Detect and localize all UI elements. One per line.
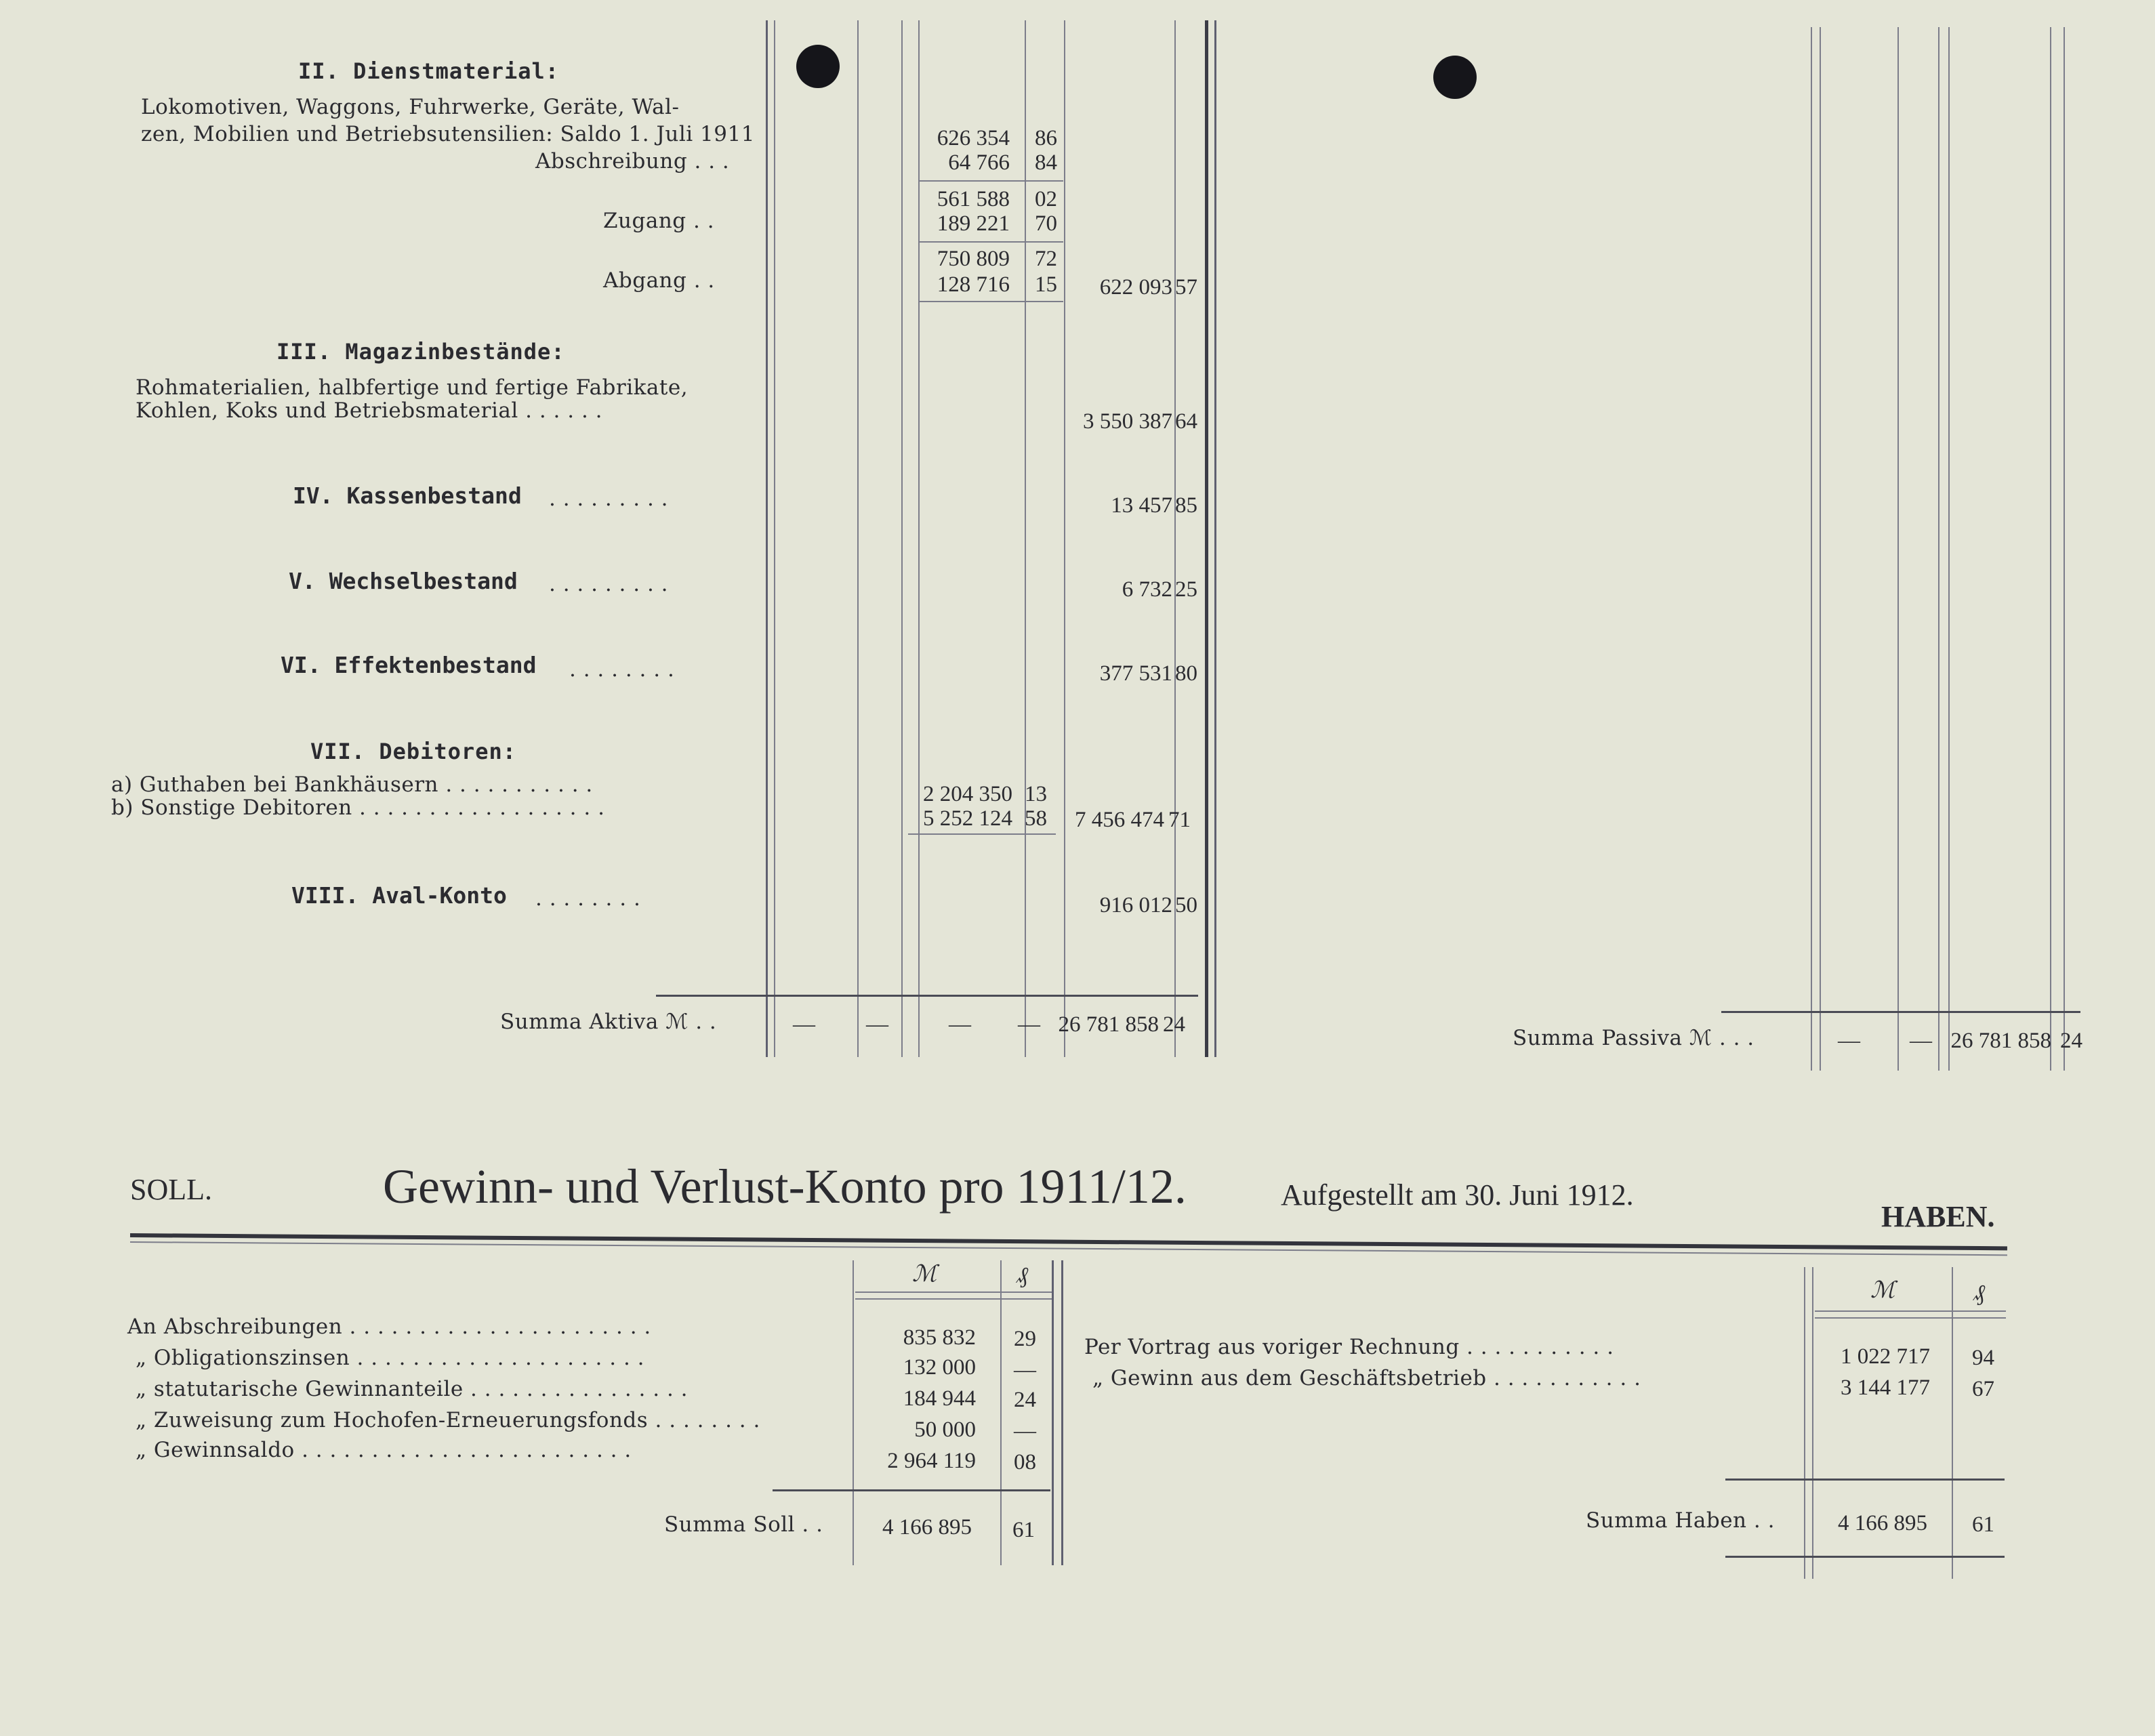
haben-summa-pf: 61: [1972, 1512, 1994, 1537]
vii-a-label: a) Guthaben bei Bankhäusern . . . . . . . . . . .: [111, 772, 593, 797]
soll-row-pf: —: [1014, 1419, 1036, 1443]
v-dots: . . . . . . . . .: [549, 572, 669, 596]
soll-row-mark: 132 000: [903, 1355, 976, 1380]
haben-row-pf: 94: [1972, 1346, 1994, 1370]
ii-saldo-pf: 86: [1035, 126, 1057, 150]
soll-summa-label: Summa Soll . .: [664, 1512, 823, 1537]
vii-b-mark: 5 252 124: [923, 806, 1012, 831]
passiva-rule: [1897, 27, 1899, 1071]
vii-a-mark: 2 204 350: [923, 782, 1012, 806]
ii-saldo-mark: 626 354: [937, 126, 1010, 150]
aktiva-rule: [774, 20, 775, 1057]
soll-rule: [853, 1260, 854, 1396]
section-title-iv: IV. Kassenbestand: [293, 482, 522, 509]
soll-currency-pf: ₰: [1017, 1262, 1028, 1289]
soll-row-label: „ statutarische Gewinnanteile . . . . . . . . . . . . . . . .: [136, 1377, 689, 1401]
soll-summa-pf: 61: [1012, 1518, 1035, 1542]
iii-desc-line1: Rohmaterialien, halbfertige und fertige Fabrikate,: [136, 375, 689, 400]
aktiva-summa-pf: 24: [1163, 1012, 1185, 1037]
section-title-iii: III. Magazinbestände:: [276, 339, 565, 365]
vii-b-pf: 58: [1025, 806, 1047, 831]
passiva-rule: [1938, 27, 1940, 1071]
viii-total-pf: 50: [1175, 893, 1197, 917]
iv-total-pf: 85: [1175, 493, 1197, 518]
ii-abgang-label: Abgang . .: [603, 268, 715, 293]
ii-zugang-pf: 70: [1035, 211, 1057, 236]
soll-row-pf: —: [1014, 1358, 1036, 1382]
haben-header-rule: [1815, 1317, 2006, 1319]
passiva-dash: —: [1838, 1029, 1860, 1053]
soll-label: SOLL.: [130, 1173, 212, 1206]
guv-subtitle: Aufgestellt am 30. Juni 1912.: [1281, 1178, 1634, 1212]
haben-row-mark: 1 022 717: [1841, 1344, 1930, 1369]
soll-row-pf: 08: [1014, 1450, 1036, 1474]
soll-currency-mark: ℳ: [912, 1260, 937, 1287]
soll-rule: [1052, 1260, 1054, 1565]
ii-desc-line1: Lokomotiven, Waggons, Fuhrwerke, Geräte, Wal-: [141, 95, 680, 119]
haben-row-label: Per Vortrag aus voriger Rechnung . . . . . . . . . . .: [1084, 1335, 1614, 1359]
soll-summa-mark: 4 166 895: [882, 1515, 972, 1539]
ii-abschreibung-label: Abschreibung . . .: [535, 149, 730, 173]
soll-row-label: „ Zuweisung zum Hochofen-Erneuerungsfonds . . . . . . . .: [136, 1408, 760, 1432]
passiva-rule: [2050, 27, 2051, 1071]
haben-rule: [1804, 1267, 1805, 1579]
soll-rule: [1061, 1260, 1063, 1565]
vii-a-pf: 13: [1025, 782, 1047, 806]
haben-rule: [1812, 1267, 1813, 1579]
iii-total-pf: 64: [1175, 409, 1197, 434]
ii-subtotal-rule: [920, 301, 1063, 302]
aktiva-rule: [1214, 20, 1216, 1057]
ii-abschreibung-pf: 84: [1035, 150, 1057, 175]
ii-abschreibung-mark: 64 766: [948, 150, 1010, 175]
aktiva-summa-rule: [656, 995, 1198, 997]
soll-rule: [853, 1396, 854, 1565]
aktiva-rule: [857, 20, 859, 1057]
section-title-vi: VI. Effektenbestand: [281, 652, 537, 678]
vii-b-label: b) Sonstige Debitoren . . . . . . . . . . . . . . . . . .: [111, 795, 605, 820]
soll-row-mark: 184 944: [903, 1386, 976, 1411]
iv-total-mark: 13 457: [1111, 493, 1172, 518]
aktiva-dash: —: [866, 1012, 888, 1037]
haben-summa-rule: [1725, 1556, 2005, 1558]
ii-desc-line2: zen, Mobilien und Betriebsutensilien: Saldo 1. Juli 1911: [141, 122, 755, 146]
passiva-summa-rule: [1721, 1011, 2080, 1013]
binder-hole-right: [1433, 56, 1477, 99]
iii-total-mark: 3 550 387: [1083, 409, 1172, 434]
soll-row-label: „ Obligationszinsen . . . . . . . . . . . . . . . . . . . . .: [136, 1346, 645, 1370]
binder-hole-left: [796, 45, 840, 88]
passiva-summa-label: Summa Passiva ℳ . . .: [1513, 1026, 1754, 1050]
vi-dots: . . . . . . . .: [569, 657, 675, 682]
haben-rule: [1952, 1267, 1953, 1579]
passiva-summa-mark: 26 781 858: [1950, 1029, 2051, 1053]
viii-total-mark: 916 012: [1099, 893, 1172, 917]
ii-total-pf: 57: [1175, 275, 1197, 299]
v-total-mark: 6 732: [1122, 577, 1172, 602]
aktiva-rule: [1025, 20, 1026, 1057]
vii-total-mark: 7 456 474: [1075, 808, 1164, 832]
haben-label: HABEN.: [1881, 1200, 1995, 1233]
soll-row-label: An Abschreibungen . . . . . . . . . . . . . . . . . . . . . .: [127, 1315, 651, 1339]
aktiva-rule: [1205, 20, 1208, 1057]
section-title-vii: VII. Debitoren:: [310, 739, 516, 764]
haben-row-mark: 3 144 177: [1841, 1376, 1930, 1400]
passiva-rule: [1811, 27, 1812, 1071]
section-title-v: V. Wechselbestand: [289, 568, 518, 594]
vi-total-mark: 377 531: [1099, 661, 1172, 686]
ii-subtotal-rule: [920, 180, 1063, 182]
aktiva-summa-mark: 26 781 858: [1058, 1012, 1159, 1037]
soll-rule: [1000, 1260, 1002, 1565]
haben-row-pf: 67: [1972, 1377, 1994, 1401]
soll-header-rule: [855, 1298, 1052, 1300]
aktiva-rule: [766, 20, 768, 1057]
haben-currency-pf: ₰: [1973, 1279, 1985, 1306]
section-title-viii: VIII. Aval-Konto: [291, 882, 507, 909]
vii-total-pf: 71: [1168, 808, 1191, 832]
soll-row-label: „ Gewinnsaldo . . . . . . . . . . . . . . . . . . . . . . . .: [136, 1438, 632, 1462]
soll-header-rule: [855, 1291, 1052, 1293]
aktiva-dash: —: [1018, 1012, 1040, 1037]
guv-title: Gewinn- und Verlust-Konto pro 1911/12.: [383, 1159, 1187, 1214]
haben-currency-mark: ℳ: [1870, 1277, 1895, 1304]
passiva-rule: [2064, 27, 2065, 1071]
haben-summa-mark: 4 166 895: [1838, 1511, 1927, 1535]
soll-row-pf: 29: [1014, 1327, 1036, 1351]
passiva-rule: [1948, 27, 1950, 1071]
soll-row-pf: 24: [1014, 1388, 1036, 1412]
aktiva-dash: —: [793, 1012, 815, 1037]
haben-row-label: „ Gewinn aus dem Geschäftsbetrieb . . . . . . . . . . .: [1092, 1366, 1641, 1390]
aktiva-rule: [918, 20, 920, 1057]
soll-row-mark: 2 964 119: [887, 1449, 976, 1473]
section-title-ii: II. Dienstmaterial:: [298, 58, 560, 84]
ii-zugang-label: Zugang . .: [603, 209, 715, 233]
iv-dots: . . . . . . . . .: [549, 487, 669, 511]
passiva-summa-pf: 24: [2060, 1029, 2082, 1053]
soll-row-mark: 50 000: [914, 1418, 976, 1442]
soll-row-mark: 835 832: [903, 1325, 976, 1350]
ii-sub1-pf: 02: [1035, 187, 1057, 211]
ii-subtotal-rule: [920, 241, 1063, 243]
v-total-pf: 25: [1175, 577, 1197, 602]
ii-abgang-pf: 15: [1035, 272, 1057, 297]
ii-sub2-mark: 750 809: [937, 247, 1010, 271]
aktiva-rule: [901, 20, 903, 1057]
aktiva-summa-label: Summa Aktiva ℳ . .: [500, 1010, 717, 1034]
haben-summa-rule: [1725, 1479, 2005, 1481]
aktiva-dash: —: [949, 1012, 971, 1037]
ii-total-mark: 622 093: [1099, 275, 1172, 299]
haben-header-rule: [1815, 1310, 2006, 1312]
ii-sub1-mark: 561 588: [937, 187, 1010, 211]
vi-total-pf: 80: [1175, 661, 1197, 686]
soll-summa-rule: [773, 1489, 1050, 1491]
passiva-dash: —: [1910, 1029, 1932, 1053]
aktiva-rule: [1064, 20, 1065, 1057]
haben-summa-label: Summa Haben . .: [1586, 1508, 1775, 1533]
ii-abgang-mark: 128 716: [937, 272, 1010, 297]
vii-subtotal-rule: [908, 833, 1056, 835]
viii-dots: . . . . . . . .: [535, 886, 641, 911]
iii-desc-line2: Kohlen, Koks und Betriebsmaterial . . . . . .: [136, 398, 603, 423]
ii-zugang-mark: 189 221: [937, 211, 1010, 236]
ii-sub2-pf: 72: [1035, 247, 1057, 271]
passiva-rule: [1820, 27, 1821, 1071]
